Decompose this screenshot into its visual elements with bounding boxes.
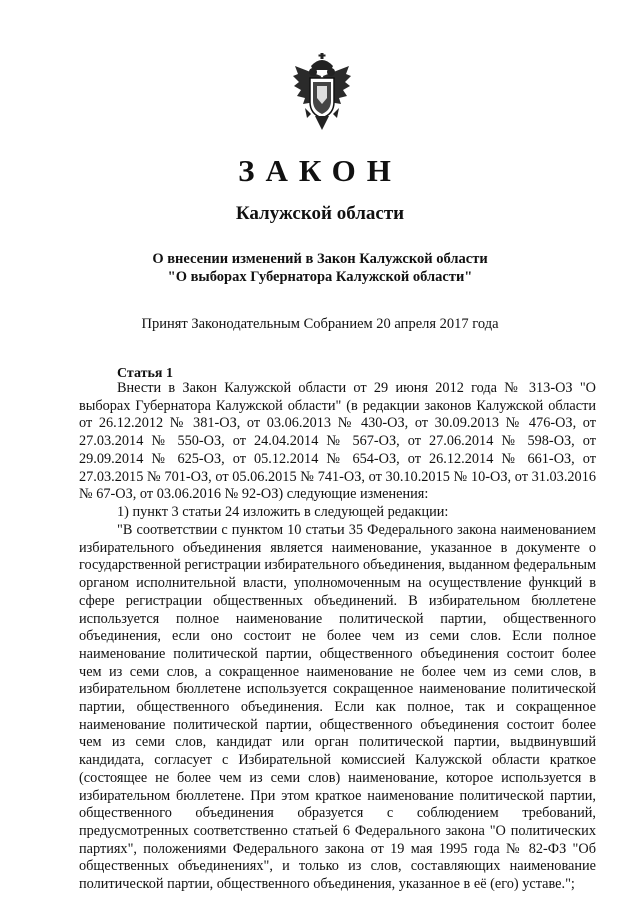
- document-subject: [0, 250, 640, 286]
- coat-of-arms-emblem: [291, 52, 353, 132]
- document-region: Калужской области: [235, 203, 405, 224]
- document-title: ЗАКОН: [238, 153, 402, 188]
- article-intro-paragraph: Внести в Закон Калужской области от 29 июня 2012 года № 313-ОЗ "О выборах Губернатора Калужской области" (в редакции законов Калужской области от 26.12.2012 № 381-ОЗ, от 03.06.2013 № 430-ОЗ, от 30.09.2013 № 476-ОЗ, от 27.03.2014 № 550-ОЗ, от 24.04.2014 № 567-ОЗ, от 27.06.2014 № 598-ОЗ, от 29.09.2014 № 625-ОЗ, от 05.12.2014 № 654-ОЗ, от 26.12.2014 № 661-ОЗ, от 27.03.2015 № 701-ОЗ, от 05.06.2015 № 741-ОЗ, от 30.10.2015 № 10-ОЗ, от 31.03.2016 № 67-ОЗ, от 03.06.2016 № 92-ОЗ) следующие изменения:: [79, 380, 596, 503]
- adoption-statement: Принят Законодательным Собранием 20 апреля 2017 года: [141, 316, 499, 332]
- amendment-item: 1) пункт 3 статьи 24 изложить в следующей редакции:: [117, 504, 449, 520]
- amendment-quote-paragraph: "В соответствии с пунктом 10 статьи 35 Федерального закона наименованием избирательного объединения является наименование, указанное в документе о государственной регистрации избирательного объединения, выданном федеральным органом исполнительной власти, уполномоченным на осуществление функций в сфере регистрации общественных объединений. В избирательном бюллетене используется полное наименование политической партии, общественного объединения, если оно состоит не более чем из семи слов. Если полное наименование политической партии, общественного объединения состоит более чем из семи слов, а сокращенное наименование не более чем из семи слов, в избирательном бюллетене используется сокращенное наименование политической партии, общественного объединения. Если как полное, так и сокращенное наименование политической партии, общественного объединения состоит более чем из семи слов, кандидат или орган политической партии, выдвинувший кандидата, согласует с Избирательной комиссией Калужской области краткое (состоящее не более чем из семи слов) наименование, которое используется в избирательном бюллетене. При этом краткое наименование политической партии, общественного объединения образуется с соблюдением требований, предусмотренных соответственно статьей 6 Федерального закона "О политических партиях", положениями Федерального закона от 19 мая 1995 года № 82-ФЗ "Об общественных объединениях", и только из слов, составляющих наименование политической партии, общественного объединения, указанное в её (его) уставе.";: [79, 522, 596, 893]
- subject-line-1: О внесении изменений в Закон Калужской области: [152, 251, 488, 267]
- article-heading: Статья 1: [117, 366, 173, 381]
- subject-line-2: "О выборах Губернатора Калужской области": [167, 269, 473, 285]
